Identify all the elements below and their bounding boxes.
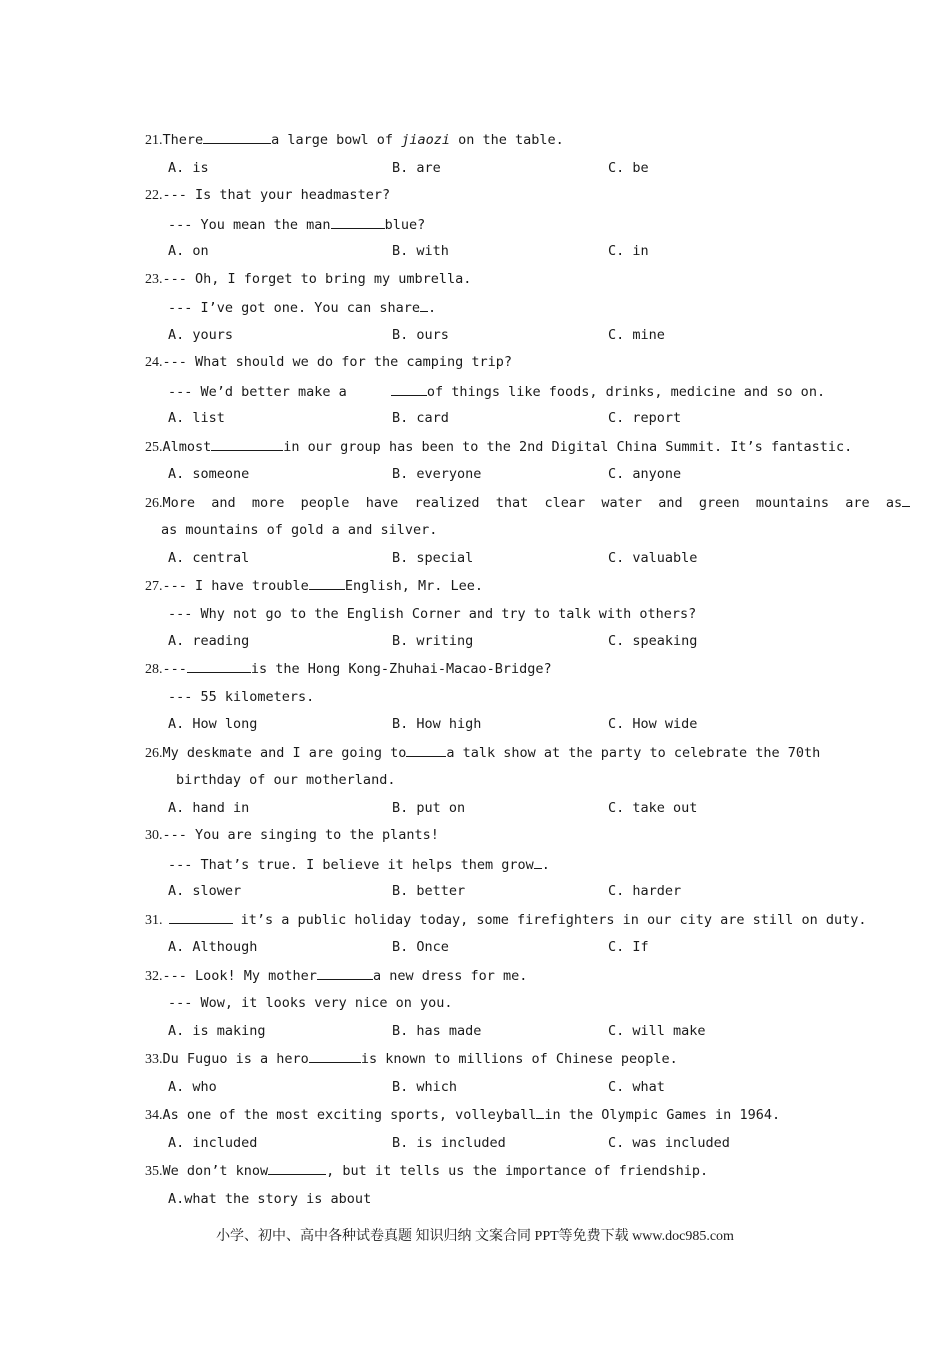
question-text: As one of the most exciting sports, volleyball <box>162 1107 537 1123</box>
answer-blank <box>391 382 427 396</box>
question-text: --- You mean the man <box>168 217 331 233</box>
question-28 <box>145 659 552 679</box>
answer-blank <box>211 437 283 451</box>
answer-blank <box>420 298 428 312</box>
question-text: --- Is that your headmaster? <box>162 187 391 203</box>
question-22 <box>145 186 390 205</box>
option-a: A. included <box>168 1135 258 1151</box>
question-26-line2: as mountains of gold a and silver. <box>161 522 438 538</box>
answer-blank <box>309 576 345 590</box>
question-text: English, Mr. Lee. <box>344 578 483 594</box>
question-number: 26. <box>145 746 163 761</box>
question-number: 35. <box>145 1164 163 1179</box>
question-text: --- I’ve got one. You can share <box>168 300 420 316</box>
question-number: 26. <box>145 496 163 511</box>
question-number: 31. <box>145 913 163 928</box>
question-25 <box>145 437 852 457</box>
question-text: of things like foods, drinks, medicine and so on. <box>426 384 826 400</box>
option-a: A. How long <box>168 716 258 732</box>
italic-term: jiaozi <box>401 132 450 148</box>
answer-blank <box>268 1161 326 1175</box>
question-24 <box>145 353 512 372</box>
question-number: 22. <box>145 188 163 203</box>
option-b: B. everyone <box>392 466 482 482</box>
option-a: A. who <box>168 1079 217 1095</box>
option-a: A. is <box>168 160 209 176</box>
option-b: B. is included <box>392 1135 506 1151</box>
question-number: 30. <box>145 828 163 843</box>
question-text: on the table. <box>449 132 564 148</box>
answer-blank <box>331 215 385 229</box>
question-text: My deskmate and I are going to <box>162 745 407 761</box>
question-number: 34. <box>145 1108 163 1123</box>
question-text: Almost <box>162 439 212 455</box>
question-33 <box>145 1049 678 1069</box>
option-a: A.what the story is about <box>168 1191 372 1207</box>
option-c: C. mine <box>608 327 665 343</box>
question-number: 24. <box>145 355 163 370</box>
question-text: blue? <box>384 217 426 233</box>
answer-blank <box>534 855 542 869</box>
option-b: B. better <box>392 883 466 899</box>
question-number: 33. <box>145 1052 163 1067</box>
option-a: A. is making <box>168 1023 266 1039</box>
question-text: There <box>162 132 204 148</box>
question-text: --- What should we do for the camping trip? <box>162 354 512 370</box>
question-text: a talk show at the party to celebrate the 70th <box>446 745 821 761</box>
question-text: . <box>427 300 437 316</box>
option-c: C. If <box>608 939 649 955</box>
question-31 <box>145 910 866 930</box>
question-21 <box>145 130 564 150</box>
question-30 <box>145 826 439 845</box>
option-a: A. reading <box>168 633 250 649</box>
question-number: 28. <box>145 662 163 677</box>
question-27 <box>145 576 483 596</box>
option-a: A. list <box>168 410 225 426</box>
question-text: --- We’d better make a <box>168 384 347 400</box>
question-number: 27. <box>145 579 163 594</box>
question-number: 25. <box>145 440 163 455</box>
option-b: B. put on <box>392 800 466 816</box>
option-c: C. will make <box>608 1023 706 1039</box>
answer-blank <box>406 743 446 757</box>
option-c: C. was included <box>608 1135 730 1151</box>
question-30-line2 <box>168 855 550 874</box>
option-b: B. card <box>392 410 449 426</box>
question-text: in the Olympic Games in 1964. <box>544 1107 781 1123</box>
question-number: 32. <box>145 969 163 984</box>
option-a: A. on <box>168 243 209 259</box>
question-number: 21. <box>145 133 163 148</box>
option-c: C. valuable <box>608 550 698 566</box>
question-text: --- Oh, I forget to bring my umbrella. <box>162 271 472 287</box>
option-c: C. be <box>608 160 649 176</box>
option-c: C. take out <box>608 800 698 816</box>
option-a: A. central <box>168 550 250 566</box>
question-text: a new dress for me. <box>372 968 528 984</box>
answer-blank <box>902 493 910 507</box>
answer-blank <box>169 910 233 924</box>
question-28-line2: --- 55 kilometers. <box>168 689 315 705</box>
question-text: --- You are singing to the plants! <box>162 827 439 843</box>
question-34 <box>145 1105 780 1125</box>
page-footer: 小学、初中、高中各种试卷真题 知识归纳 文案合同 PPT等免费下载 www.doc985.com <box>216 1229 734 1244</box>
option-b: B. which <box>392 1079 458 1095</box>
answer-blank <box>317 966 373 980</box>
option-b: B. ours <box>392 327 449 343</box>
question-text: is known to millions of Chinese people. <box>360 1051 678 1067</box>
question-32-line2: --- Wow, it looks very nice on you. <box>168 995 453 1011</box>
option-c: C. How wide <box>608 716 698 732</box>
option-c: C. harder <box>608 883 682 899</box>
question-23 <box>145 270 471 289</box>
question-text: We don’t know <box>162 1163 269 1179</box>
question-text: --- Look! My mother <box>162 968 317 984</box>
option-b: B. special <box>392 550 474 566</box>
option-a: A. someone <box>168 466 250 482</box>
option-a: A. Although <box>168 939 258 955</box>
option-a: A. yours <box>168 327 234 343</box>
question-23-line2 <box>168 298 436 317</box>
option-a: A. hand in <box>168 800 250 816</box>
option-b: B. are <box>392 160 441 176</box>
question-text: is the Hong Kong-Zhuhai-Macao-Bridge? <box>250 661 552 677</box>
option-c: C. report <box>608 410 682 426</box>
answer-blank <box>203 130 271 144</box>
question-27-line2: --- Why not go to the English Corner and try to talk with others? <box>168 606 697 622</box>
option-c: C. speaking <box>608 633 698 649</box>
option-b: B. with <box>392 243 449 259</box>
question-22-line2 <box>168 215 425 234</box>
question-text: , but it tells us the importance of friendship. <box>326 1163 709 1179</box>
question-text: in our group has been to the 2nd Digital China Summit. It’s fantastic. <box>283 439 853 455</box>
question-text: Du Fuguo is a hero <box>162 1051 309 1067</box>
answer-blank <box>187 659 251 673</box>
answer-blank <box>309 1049 361 1063</box>
option-c: C. what <box>608 1079 665 1095</box>
question-29 <box>145 743 820 763</box>
option-c: C. anyone <box>608 466 682 482</box>
option-b: B. How high <box>392 716 482 732</box>
question-text: it’s a public holiday today, some firefighters in our city are still on duty. <box>232 912 867 928</box>
question-text: --- That’s true. I believe it helps them grow <box>168 857 534 873</box>
question-26 <box>145 493 910 513</box>
question-text: a large bowl of <box>271 132 402 148</box>
option-a: A. slower <box>168 883 242 899</box>
option-b: B. Once <box>392 939 449 955</box>
question-text: . <box>541 857 550 873</box>
question-29-line2: birthday of our motherland. <box>176 772 396 788</box>
question-number: 23. <box>145 272 163 287</box>
question-text: --- <box>162 661 187 677</box>
question-24-line2 <box>168 382 825 401</box>
question-text: More and more people have realized that clear water and green mountains are as <box>162 495 903 511</box>
question-32 <box>145 966 527 986</box>
option-b: B. writing <box>392 633 474 649</box>
option-b: B. has made <box>392 1023 482 1039</box>
question-text: --- I have trouble <box>162 578 309 594</box>
option-c: C. in <box>608 243 649 259</box>
question-35 <box>145 1161 708 1181</box>
